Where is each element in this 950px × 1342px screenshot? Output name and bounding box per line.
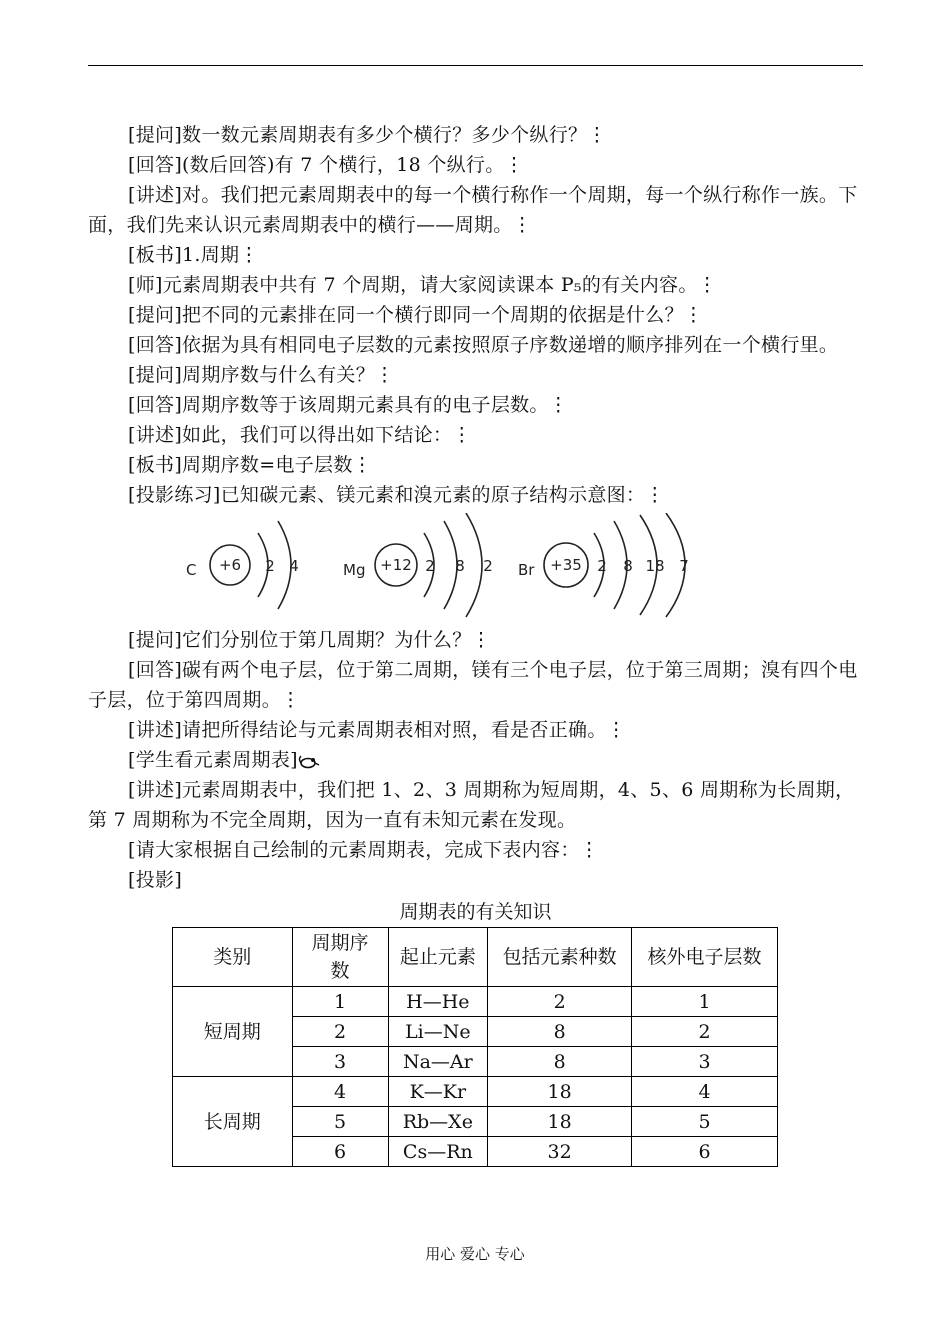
atom-bromine [518,513,689,617]
atom-symbol: Mg [343,561,366,579]
table-cell: 1 [632,987,778,1017]
table-cell: Na—Ar [388,1047,488,1077]
table-cell: 8 [488,1017,632,1047]
students-look-text: [学生看元素周期表] [128,749,298,771]
shell-electrons: 18 [645,557,665,575]
table-cell: 5 [292,1107,388,1137]
table-cell: 5 [632,1107,778,1137]
paragraph-explain-conclusion: [讲述]如此，我们可以得出如下结论：⋮ [128,424,472,446]
header-text: 周期序数 [311,932,369,982]
paragraph-explain-period: [讲述]对。我们把元素周期表中的每一个横行称作一个周期，每一个纵行称作一族。下面，我们先来认识元素周期表中的横行——周期。⋮ [88,184,858,236]
paragraph-question-number: [提问]周期序数与什么有关？⋮ [128,364,395,386]
table-cell: 1 [292,987,388,1017]
header-rule [88,65,863,66]
table-cell: Li—Ne [388,1017,488,1047]
table-caption: 周期表的有关知识 [399,901,552,923]
table-cell: 3 [292,1047,388,1077]
table-cell: 18 [488,1077,632,1107]
atom-magnesium [343,513,493,617]
header-cell [488,928,632,987]
atom-symbol: C [186,561,197,579]
paragraph-answer-number: [回答]周期序数等于该周期元素具有的电子层数。⋮ [128,394,569,416]
table-cell: 3 [632,1047,778,1077]
atom-diagram-svg [88,513,863,625]
header-cell: 起止元素 [388,928,488,987]
table-cell: K—Kr [388,1077,488,1107]
paragraph-instruction-table: [请大家根据自己绘制的元素周期表，完成下表内容：⋮ [128,839,599,861]
table-header-row [173,928,778,987]
shell-electrons: 7 [679,557,689,575]
table-cell: Rb—Xe [388,1107,488,1137]
shell-electrons: 2 [265,557,275,575]
page-footer: 用心 爱心 专心 [425,1245,525,1263]
nucleus-charge: +12 [380,556,412,574]
paragraph-board-period: [板书]1.周期⋮ [128,244,259,266]
table-cell: 18 [488,1107,632,1137]
table-cell: 2 [488,987,632,1017]
table-cell: 6 [292,1137,388,1167]
shell-electrons: 2 [483,557,493,575]
category-cell: 短周期 [173,987,293,1077]
paragraph-teacher-seven: [师]元素周期表中共有 7 个周期，请大家阅读课本 P₅的有关内容。⋮ [128,274,717,296]
header-cell: 类别 [173,928,293,987]
paragraph-answer-which: [回答]碳有两个电子层，位于第二周期，镁有三个电子层，位于第三周期；溴有四个电子层，位于第四周期。⋮ [88,659,858,711]
table-cell: 32 [488,1137,632,1167]
table-cell: 2 [632,1017,778,1047]
shell-electrons: 4 [289,557,299,575]
paragraph-explain-short-long: [讲述]元素周期表中，我们把 1、2、3 周期称为短周期，4、5、6 周期称为长周期，第 7 周期称为不完全周期，因为一直有未知元素在发现。 [88,779,855,831]
table-row [173,987,778,1017]
atomic-structure-diagrams [88,513,863,625]
table-cell: H—He [388,987,488,1017]
table-cell: 4 [292,1077,388,1107]
paragraph-answer-rows: [回答](数后回答)有 7 个横行，18 个纵行。⋮ [128,154,524,176]
paragraph-board-formula: [板书]周期序数=电子层数⋮ [128,454,372,476]
table-cell: 4 [632,1077,778,1107]
table-cell: 8 [488,1047,632,1077]
header-cell [632,928,778,987]
header-text: 包括元素种数 [502,946,617,968]
header-cell [292,928,388,987]
paragraph-explain-compare: [讲述]请把所得结论与元素周期表相对照，看是否正确。⋮ [128,719,626,741]
nucleus-charge: +6 [218,556,242,574]
category-cell: 长周期 [173,1077,293,1167]
header-text: 核外电子层数 [647,946,762,968]
shell-electrons: 2 [597,557,607,575]
shell-electrons: 8 [455,557,465,575]
shell-arc [466,513,482,617]
atom-carbon [186,521,299,609]
shell-electrons: 2 [425,557,435,575]
paragraph-answer-basis: [回答]依据为具有相同电子层数的元素按照原子序数递增的顺序排列在一个横行里。 [128,334,839,356]
table-cell: 2 [292,1017,388,1047]
nucleus-charge: +35 [550,556,582,574]
paragraph-question-rows: [提问]数一数元素周期表有多少个横行？多少个纵行？⋮ [128,124,607,146]
paragraph-question-basis: [提问]把不同的元素排在同一个横行即同一个周期的依据是什么？⋮ [128,304,704,326]
table-row [173,1077,778,1107]
mouse-icon [298,753,320,769]
table-cell: 6 [632,1137,778,1167]
paragraph-projection-exercise: [投影练习]已知碳元素、镁元素和溴元素的原子结构示意图：⋮ [128,484,665,506]
document-body [88,120,863,1167]
shell-electrons: 8 [623,557,633,575]
table-cell: Cs—Rn [388,1137,488,1167]
paragraph-question-which: [提问]它们分别位于第几周期？为什么？⋮ [128,629,491,651]
periodic-knowledge-table [172,927,778,1167]
atom-symbol: Br [518,561,535,579]
paragraph-projection: [投影] [128,869,183,891]
paragraph-students-look [88,745,863,775]
